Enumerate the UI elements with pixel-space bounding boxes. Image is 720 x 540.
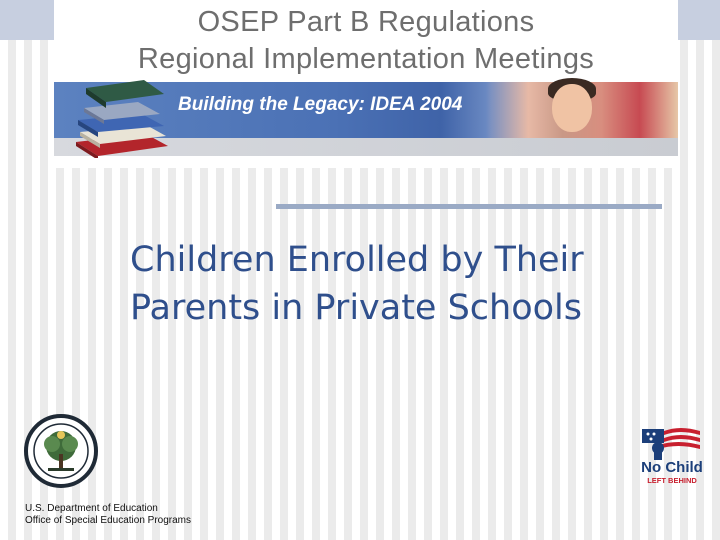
slide-title-line-2: Parents in Private Schools: [130, 288, 583, 328]
classroom-photo: [486, 82, 678, 138]
header-corner-left: [0, 0, 54, 40]
footer-department: U.S. Department of Education: [25, 503, 158, 514]
left-behind-logo-text: LEFT BEHIND: [647, 476, 697, 485]
banner-title: [54, 4, 678, 78]
slide-title-line-1: Children Enrolled by Their: [130, 240, 584, 280]
no-child-left-behind-logo: [640, 425, 704, 489]
no-child-logo-text: No Child: [641, 459, 703, 476]
banner-title-line-2: Regional Implementation Meetings: [137, 43, 595, 75]
slide-title: [130, 236, 670, 332]
title-divider: [276, 204, 662, 209]
banner-title-line-1: OSEP Part B Regulations: [197, 6, 535, 38]
banner-tagline: Building the Legacy: IDEA 2004: [178, 94, 463, 115]
department-of-education-seal-icon: [24, 414, 98, 488]
meeting-banner: [54, 0, 678, 168]
footer-office: Office of Special Education Programs: [25, 515, 192, 526]
book-stack-icon: [68, 74, 178, 158]
footer-credits: [25, 503, 191, 527]
student-face: [552, 84, 592, 132]
